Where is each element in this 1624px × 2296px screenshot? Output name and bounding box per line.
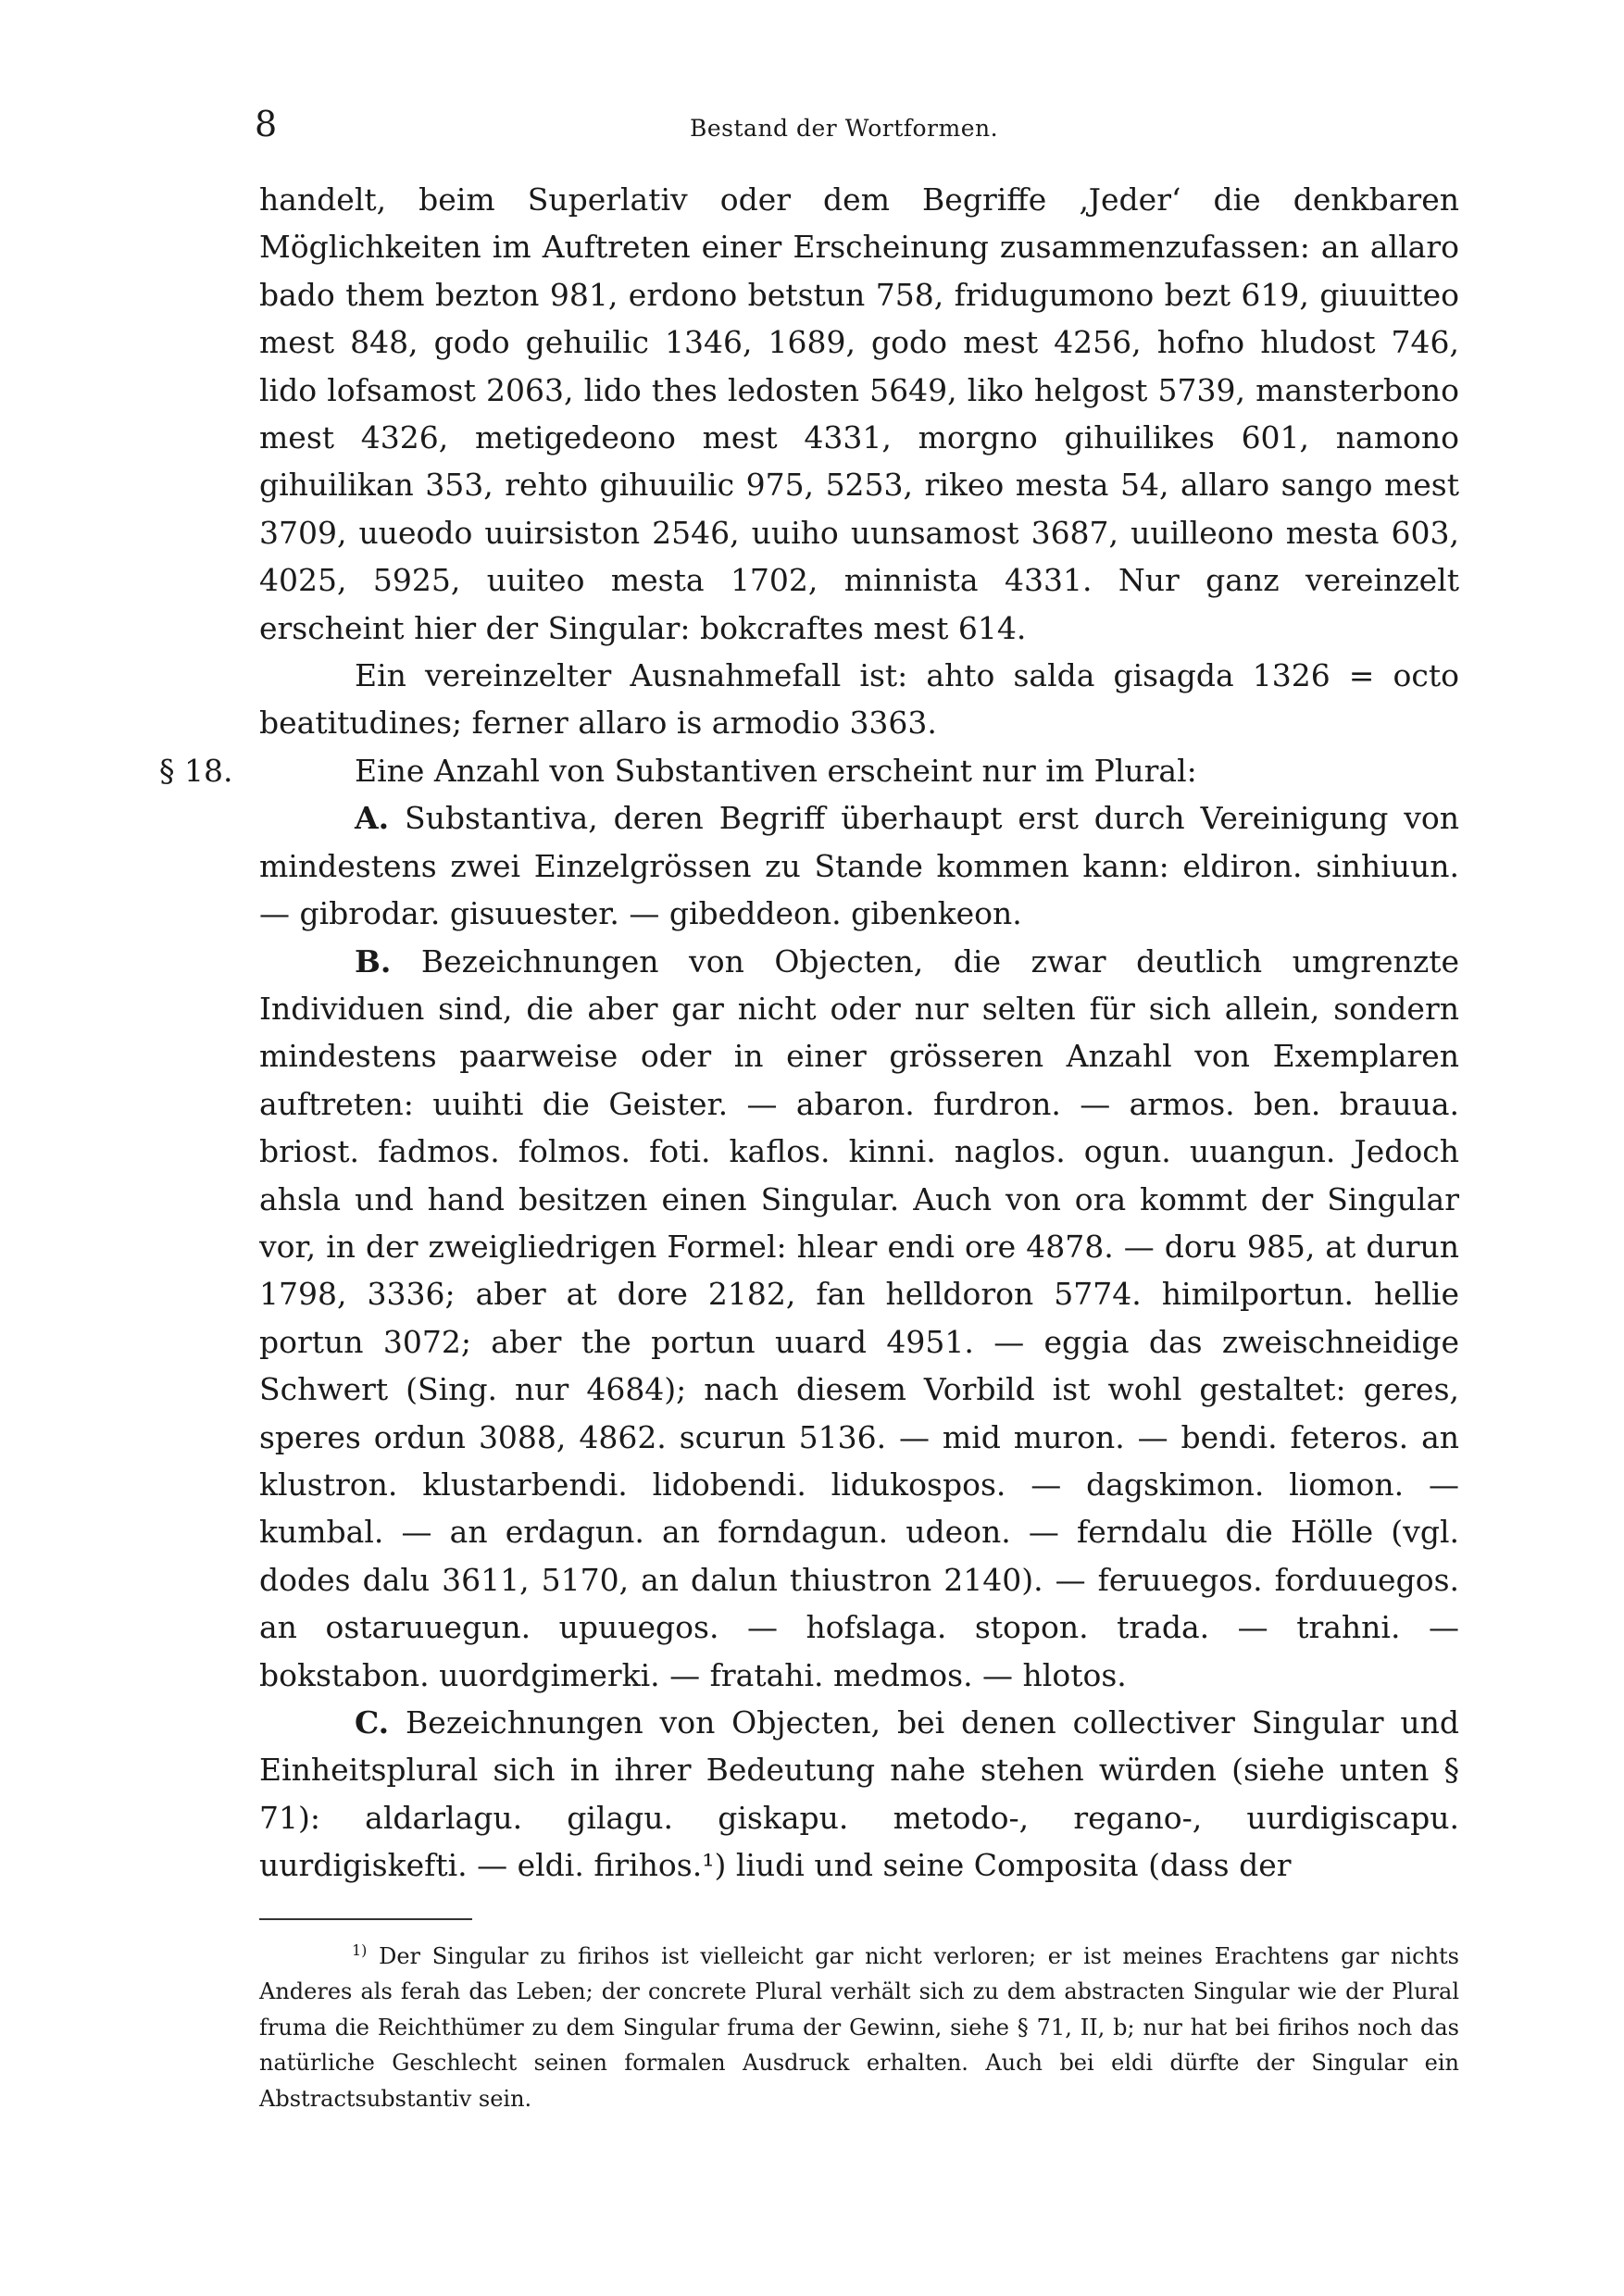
page-number: 8 — [255, 104, 278, 144]
body-text — [159, 176, 1459, 1890]
section-number: § 18. — [159, 752, 233, 789]
section-item-c — [259, 1699, 1459, 1890]
item-label-a: A. — [355, 800, 390, 837]
footnote-divider — [259, 1918, 472, 1920]
item-text-a: Substantiva, deren Begriff überhaupt erst durch Vereinigung von mindestens zwei Einzelgrössen zu Stande kommen kann: eldiron. sinhiuun. — gibrodar. gisuuester. — gibeddeon. gibenkeon. — [259, 800, 1459, 932]
section-18-intro — [159, 747, 1459, 794]
footnote-1 — [259, 1933, 1459, 2116]
paragraph-exception: Ein vereinzelter Ausnahmefall ist: ahto salda gisagda 1326 = octo beatitudines; ferner allaro is armodio 3363. — [259, 657, 1459, 742]
section-item-b — [259, 938, 1459, 1700]
paragraph-continued: handelt, beim Superlativ oder dem Begriffe ‚Jeder‘ die denkbaren Möglichkeiten im Auftreten einer Erscheinung zusammenzufassen: an allaro bado them bezton 981, erdono betstun 758, fridugumono bezt 619, giuuitteo mest 848, godo gehuilic 1346, 1689, godo mest 4256, hofno hludost 746, lido lofsamost 2063, lido thes ledosten 5649, liko helgost 5739, mansterbono mest 4326, metigedeono mest 4331, morgno gihuilikes 601, namono gihuilikan 353, rehto gihuuilic 975, 5253, rikeo mesta 54, allaro sango mest 3709, uueodo uuirsiston 2546, uuiho uunsamost 3687, uuilleono mesta 603, 4025, 5925, uuiteo mesta 1702, minnista 4331. Nur ganz vereinzelt erscheint hier der Singular: bokcraftes mest 614. — [259, 181, 1459, 646]
item-text-b: Bezeichnungen von Objecten, die zwar deutlich umgrenzte Individuen sind, die aber gar nicht oder nur selten für sich allein, sondern mindestens paarweise oder in einer grösseren Anzahl von Exemplaren auftreten: uuihti die Geister. — abaron. furdron. — armos. ben. brauua. briost. fadmos. folmos. foti. kaflos. kinni. naglos. ogun. uuangun. Jedoch ahsla und hand besitzen einen Singular. Auch von ora kommt der Singular vor, in der zweigliedrigen Formel: hlear endi ore 4878. — doru 985, at durun 1798, 3336; aber at dore 2182, fan helldoron 5774. himilportun. hellie portun 3072; aber the portun uuard 4951. — eggia das zweischneidige Schwert (Sing. nur 4684); nach diesem Vorbild ist wohl gestaltet: geres, speres ordun 3088, 4862. scurun 5136. — mid muron. — bendi. feteros. an klustron. klustarbendi. lidobendi. lidukospos. — dagskimon. liomon. — kumbal. — an erdagun. an forndagun. udeon. — ferndalu die Hölle (vgl. dodes dalu 3611, 5170, an dalun thiustron 2140). — feruuegos. forduuegos. an ostaruuegun. upuuegos. — hofslaga. stopon. trada. — trahni. — bokstabon. uuordgimerki. — fratahi. medmos. — hlotos. — [259, 942, 1459, 1693]
footnote-mark: 1) — [352, 1941, 368, 1959]
page-header — [255, 104, 1458, 159]
item-text-c: Bezeichnungen von Objecten, bei denen collectiver Singular und Einheitsplural sich in ihrer Bedeutung nahe stehen würden (siehe unten § 71): aldarlagu. gilagu. giskapu. metodo-, regano-, uurdigiscapu. uurdigiskefti. — eldi. firihos.¹) liudi und seine Composita (dass der — [259, 1704, 1459, 1884]
running-head: Bestand der Wortformen. — [690, 115, 999, 142]
item-label-c: C. — [355, 1704, 390, 1741]
section-item-a — [259, 794, 1459, 937]
footnotes — [259, 1933, 1459, 2116]
footnote-text: Der Singular zu firihos ist vielleicht gar nicht verloren; er ist meines Erachtens gar nichts Anderes als ferah das Leben; der concrete Plural verhält sich zu dem abstracten Singular wie der Plural fruma die Reichthümer zu dem Singular fruma der Gewinn, siehe § 71, II, b; nur hat bei firihos noch das natürliche Geschlecht seinen formalen Ausdruck erhalten. Auch bei eldi dürfte der Singular ein Abstractsubstantiv sein. — [259, 1943, 1459, 2112]
item-label-b: B. — [355, 942, 392, 980]
section-18-text: Eine Anzahl von Substantiven erscheint nur im Plural: — [355, 752, 1197, 789]
